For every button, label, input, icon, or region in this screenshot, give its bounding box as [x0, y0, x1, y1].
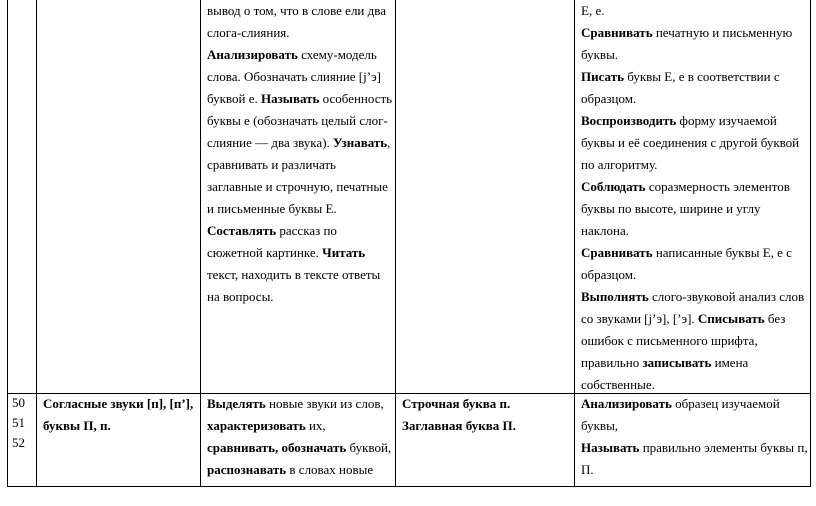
- text-run: слого-звуковой анализ слов: [648, 289, 805, 304]
- bold-term: Называть: [260, 91, 320, 106]
- text-run: слога-слияния.: [207, 25, 290, 40]
- row2-lesson-numbers: [12, 393, 36, 453]
- text-run: заглавные и строчную, печатные: [207, 179, 388, 194]
- text-run: буквы.: [581, 47, 619, 62]
- bold-term: Соблюдать: [581, 179, 646, 194]
- text-run: и письменные буквы Е.: [207, 201, 337, 216]
- text-run: буквы е (обозначать целый слог-: [207, 113, 388, 128]
- text-run: правильно элементы буквы п,: [639, 440, 808, 455]
- text-line: [581, 44, 809, 66]
- text-line: [207, 286, 393, 308]
- text-line: [207, 459, 393, 481]
- text-line: [581, 110, 809, 132]
- text-run: имена: [711, 355, 749, 370]
- bold-term: Заглавная буква П.: [402, 418, 516, 433]
- text-line: [207, 22, 393, 44]
- text-run: вывод о том, что в слове ели два: [207, 3, 386, 18]
- bold-term: Сравнивать: [581, 25, 653, 40]
- text-run: новые звуки из слов,: [265, 396, 384, 411]
- bold-term: Писать: [581, 69, 624, 84]
- text-run: буквы Е, е в соответствии с: [623, 69, 780, 84]
- bold-term: Читать: [322, 245, 366, 260]
- bold-term: буквы П, п.: [43, 418, 111, 433]
- text-line: [581, 308, 809, 330]
- col-divider-2: [200, 0, 201, 487]
- bold-term: Выполнять: [581, 289, 649, 304]
- text-line: [581, 0, 809, 22]
- text-run: Е, е.: [581, 3, 605, 18]
- text-line: [581, 286, 809, 308]
- table-border-bottom: [7, 486, 811, 487]
- col-divider-4: [574, 0, 575, 487]
- text-run: образцом.: [581, 267, 637, 282]
- text-line: [207, 88, 393, 110]
- text-line: [581, 66, 809, 88]
- row2-topic-cell: [43, 393, 199, 437]
- text-run: сравнивать и различать: [207, 157, 336, 172]
- text-run: слова. Обозначать слияние [j’э]: [207, 69, 381, 84]
- text-run: на вопросы.: [207, 289, 274, 304]
- text-run: буквой е.: [207, 91, 261, 106]
- bold-term: записывать: [642, 355, 712, 370]
- text-run: правильно: [581, 355, 643, 370]
- text-line: [581, 330, 809, 352]
- bold-term: Сравнивать: [581, 245, 653, 260]
- text-line: [207, 415, 393, 437]
- row2-skills-cell: [581, 393, 809, 481]
- text-line: [207, 66, 393, 88]
- text-line: [402, 415, 572, 437]
- text-run: схему-модель: [297, 47, 377, 62]
- text-line: [581, 132, 809, 154]
- text-line: [581, 352, 809, 374]
- text-run: рассказ по: [276, 223, 337, 238]
- text-line: [207, 437, 393, 459]
- text-run: П.: [581, 462, 594, 477]
- row2-letters-cell: [402, 393, 572, 437]
- text-line: [581, 220, 809, 242]
- col-divider-1: [36, 0, 37, 487]
- text-line: [207, 264, 393, 286]
- text-line: [581, 393, 809, 415]
- bold-term: Строчная буква п.: [402, 396, 511, 411]
- text-run: собственные.: [581, 377, 655, 392]
- text-line: [581, 242, 809, 264]
- text-line: [581, 176, 809, 198]
- table-border-right: [810, 0, 811, 487]
- col-divider-3: [395, 0, 396, 487]
- text-line: [581, 415, 809, 437]
- text-run: буквы,: [581, 418, 619, 433]
- text-line: [207, 242, 393, 264]
- bold-term: распознавать: [207, 462, 287, 477]
- text-line: [402, 393, 572, 415]
- text-run: их,: [305, 418, 326, 433]
- text-run: написанные буквы Е, е с: [652, 245, 792, 260]
- row2-objectives-cell: [207, 393, 393, 481]
- bold-term: Анализировать: [207, 47, 298, 62]
- text-line: [581, 88, 809, 110]
- text-line: [43, 415, 199, 437]
- text-line: [207, 154, 393, 176]
- text-run: буквы и её соединения с другой буквой: [581, 135, 800, 150]
- text-line: [581, 22, 809, 44]
- text-run: печатную и письменную: [652, 25, 793, 40]
- text-line: [207, 0, 393, 22]
- bold-term: Согласные звуки [п], [п’],: [43, 396, 194, 411]
- bold-term: Называть: [581, 440, 640, 455]
- text-run: текст, находить в тексте ответы: [207, 267, 381, 282]
- text-run: соразмерность элементов: [645, 179, 790, 194]
- text-line: 51: [12, 415, 25, 430]
- text-run: образец изучаемой: [671, 396, 780, 411]
- text-run: буквы по высоте, ширине и углу: [581, 201, 761, 216]
- bold-term: Выделять: [207, 396, 266, 411]
- text-line: [581, 154, 809, 176]
- bold-term: характеризовать: [207, 418, 306, 433]
- text-run: по алгоритму.: [581, 157, 658, 172]
- text-line: [207, 132, 393, 154]
- table-border-left: [7, 0, 8, 487]
- bold-term: Анализировать: [581, 396, 672, 411]
- text-line: [207, 44, 393, 66]
- text-line: [581, 437, 809, 459]
- text-run: слияние — два звука).: [207, 135, 334, 150]
- text-line: [207, 176, 393, 198]
- text-run: со звуками [j’э], [’э].: [581, 311, 698, 326]
- text-line: 50: [12, 395, 25, 410]
- bold-term: Списывать: [697, 311, 765, 326]
- text-line: [581, 198, 809, 220]
- text-run: сюжетной картинке.: [207, 245, 323, 260]
- bold-term: сравнивать, обозначать: [207, 440, 347, 455]
- text-run: образцом.: [581, 91, 637, 106]
- text-line: [581, 459, 809, 481]
- bold-term: Узнавать: [333, 135, 388, 150]
- bold-term: Воспроизводить: [581, 113, 677, 128]
- row1-skills-cell: [581, 0, 809, 396]
- text-run: наклона.: [581, 223, 630, 238]
- text-run: особенность: [319, 91, 393, 106]
- text-run: ошибок с письменного шрифта,: [581, 333, 758, 348]
- text-run: без: [764, 311, 786, 326]
- text-run: форму изучаемой: [676, 113, 777, 128]
- text-line: [207, 393, 393, 415]
- text-line: 52: [12, 435, 25, 450]
- text-run: в словах новые: [286, 462, 374, 477]
- bold-term: Составлять: [207, 223, 277, 238]
- text-line: [43, 393, 199, 415]
- text-run: ,: [387, 135, 391, 150]
- text-run: буквой,: [346, 440, 392, 455]
- row1-objectives-cell: [207, 0, 393, 308]
- text-line: [207, 220, 393, 242]
- text-line: [207, 110, 393, 132]
- text-line: [581, 264, 809, 286]
- text-line: [207, 198, 393, 220]
